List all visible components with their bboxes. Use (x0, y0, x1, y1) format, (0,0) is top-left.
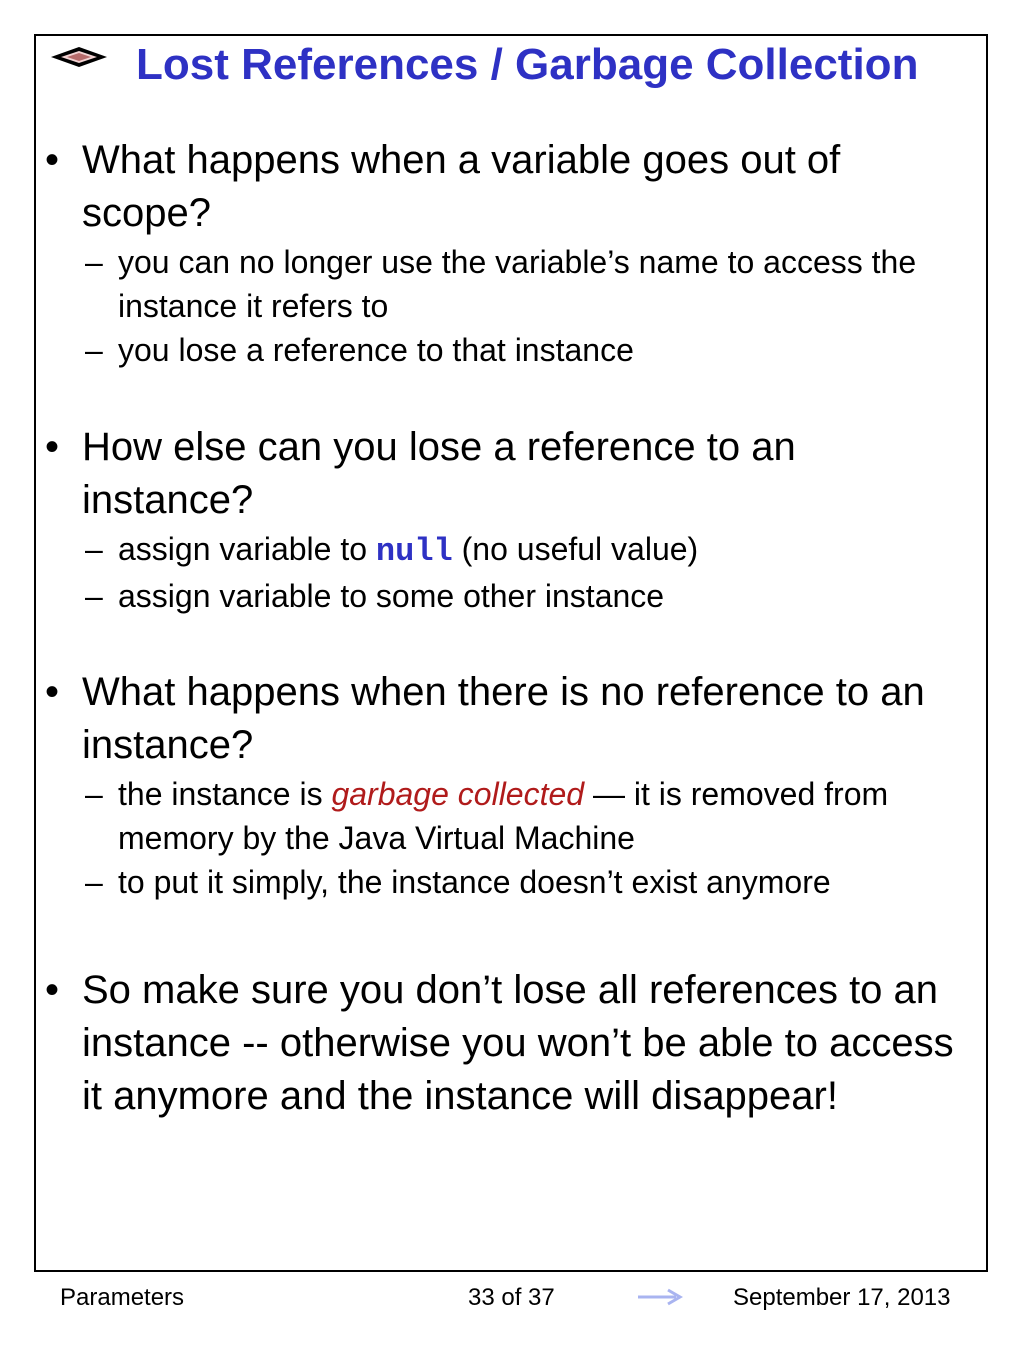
bullet-3 (45, 666, 975, 904)
footer-date: September 17, 2013 (733, 1284, 951, 1311)
bullet-dot: • (45, 425, 60, 469)
dash-marker: – (85, 864, 103, 900)
slide-title: Lost References / Garbage Collection (136, 40, 919, 89)
null-keyword: null (375, 533, 453, 570)
sub-bullet-text-before: assign variable to (118, 531, 376, 567)
bullet-text: How else can you lose a reference to an instance? (82, 425, 796, 522)
sub-bullet-text: assign variable to some other instance (118, 578, 665, 614)
sub-bullet-text-after: — it is removed from memory by the Java Virtual Machine (118, 776, 889, 856)
sub-bullet-text: you lose a reference to that instance (118, 332, 634, 368)
footer-title: Parameters (60, 1284, 185, 1311)
bullet-dot: • (45, 138, 60, 182)
bullet-1 (45, 134, 975, 372)
sub-bullet-text-before: the instance is (118, 776, 332, 812)
page-number: 33 of 37 (468, 1284, 555, 1311)
bullet-text: What happens when a variable goes out of scope? (82, 138, 841, 235)
sub-bullet (45, 527, 975, 574)
arrow-right-icon[interactable] (636, 1287, 684, 1307)
bullet-2 (45, 421, 975, 618)
sub-bullet (45, 240, 975, 328)
bullet-main-text (45, 964, 975, 1123)
bullet-main-text (45, 421, 975, 527)
diamond-icon (50, 46, 108, 68)
bullet-main-text (45, 666, 975, 772)
sub-bullet-text: to put it simply, the instance doesn’t exist anymore (118, 864, 831, 900)
dash-marker: – (85, 531, 103, 567)
sub-bullet-text-after: (no useful value) (452, 531, 699, 567)
bullet-dot: • (45, 968, 60, 1012)
bullet-dot: • (45, 670, 60, 714)
bullet-text: What happens when there is no reference to an instance? (82, 670, 925, 767)
sub-bullet (45, 328, 975, 372)
sub-bullet (45, 860, 975, 904)
bullet-main-text (45, 134, 975, 240)
dash-marker: – (85, 776, 103, 812)
dash-marker: – (85, 332, 103, 368)
sub-bullet-text: you can no longer use the variable’s name to access the instance it refers to (118, 244, 917, 324)
sub-bullet (45, 772, 975, 860)
bullet-4 (45, 964, 975, 1123)
dash-marker: – (85, 244, 103, 280)
dash-marker: – (85, 578, 103, 614)
bullet-text: So make sure you don’t lose all references to an instance -- otherwise you won’t be able to access it anymore and the instance will disappear! (82, 968, 954, 1118)
garbage-collected-term: garbage collected (331, 776, 585, 812)
sub-bullet (45, 574, 975, 618)
